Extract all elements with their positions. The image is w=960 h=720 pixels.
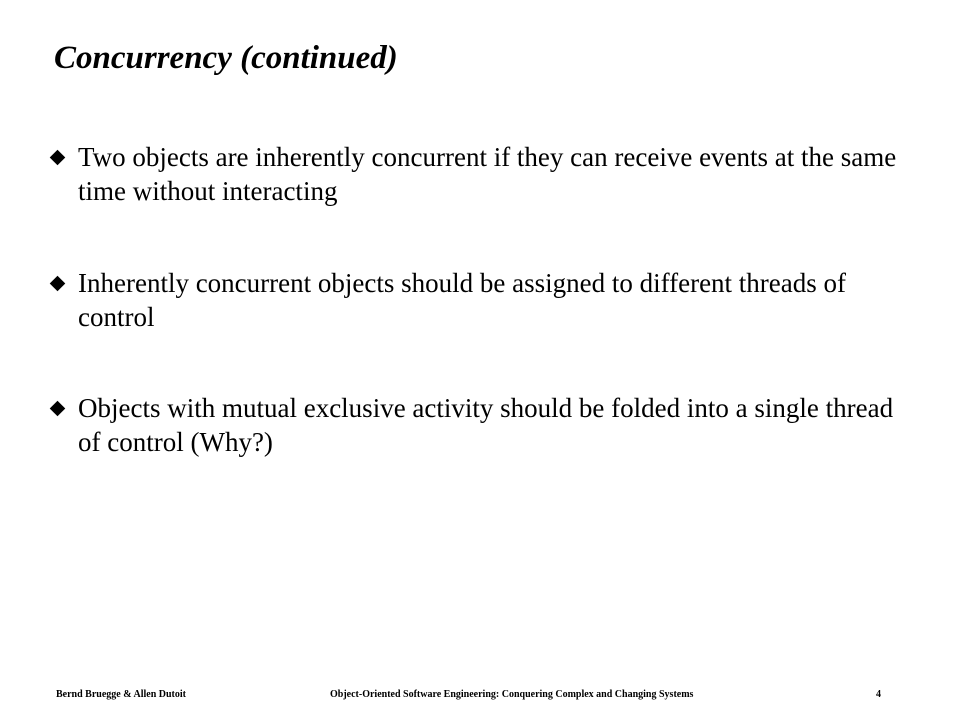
diamond-bullet-icon: [50, 276, 66, 292]
footer-book-title: Object-Oriented Software Engineering: Conquering Complex and Changing Systems: [330, 689, 694, 700]
bullet-text: Inherently concurrent objects should be assigned to different threads of control: [78, 268, 847, 332]
footer-authors: Bernd Bruegge & Allen Dutoit: [56, 689, 186, 700]
diamond-bullet-icon: [50, 401, 66, 417]
footer-page-number: 4: [876, 689, 881, 700]
bullet-item: [48, 391, 908, 459]
bullet-list: [48, 140, 908, 517]
slide-title: Concurrency (continued): [54, 40, 398, 76]
bullet-item: [48, 266, 908, 334]
slide-footer: [0, 686, 960, 704]
bullet-text: Two objects are inherently concurrent if they can receive events at the same time without interacting: [78, 142, 897, 206]
bullet-item: [48, 140, 908, 208]
bullet-text: Objects with mutual exclusive activity should be folded into a single thread of control (Why?): [78, 393, 894, 457]
diamond-bullet-icon: [50, 150, 66, 166]
